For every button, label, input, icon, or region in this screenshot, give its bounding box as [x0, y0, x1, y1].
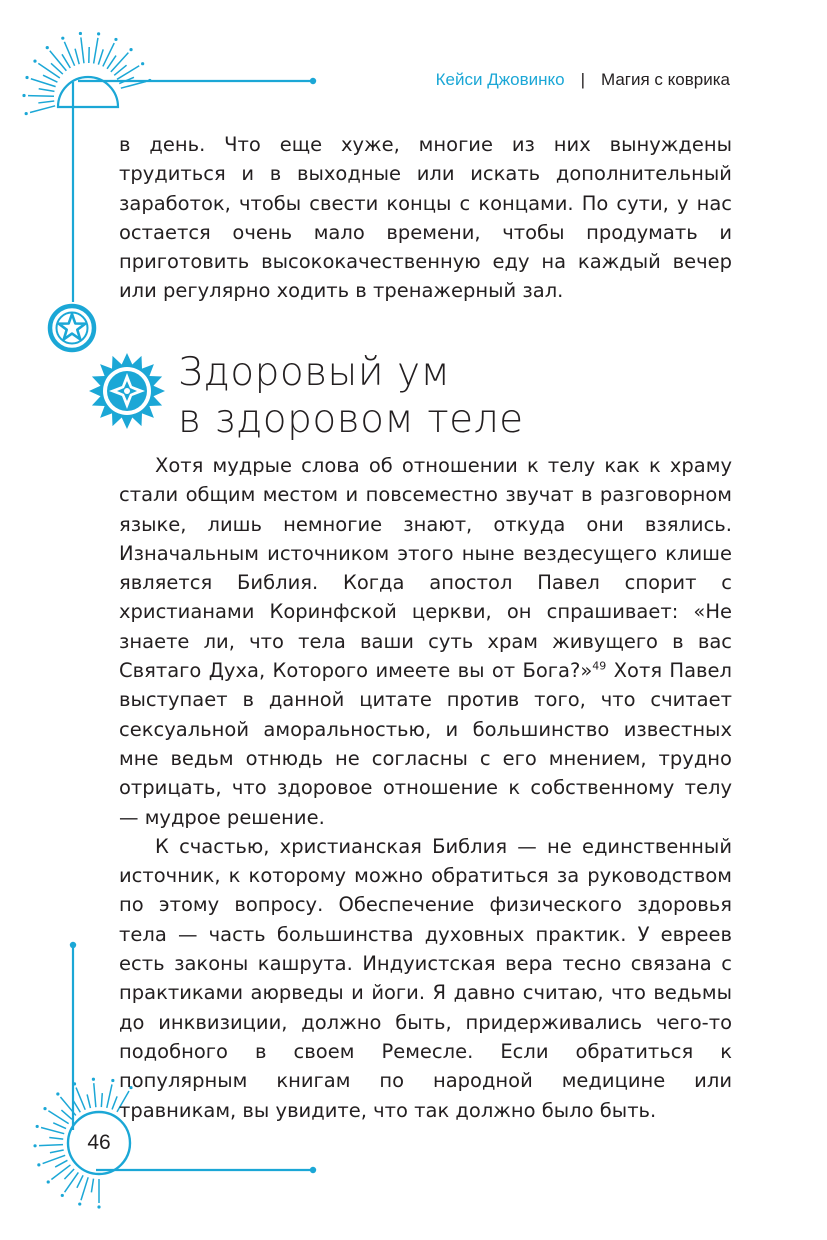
paragraph-1-text-b: Хотя Павел выступает в данной цитате против того, что считает сексуальной аморальностью, и большинство известных мне ведьм отнюдь не согласны с его мнением, трудно отрицать, что здоровое отношение к собственному телу — мудрое решение.	[119, 659, 732, 829]
running-head-author: Кейси Джовинко	[435, 70, 565, 89]
paragraph-1	[119, 451, 732, 832]
continued-paragraph: в день. Что еще хуже, многие из них вынуждены трудиться и в выходные или искать дополнительный заработок, чтобы свести концы с концами. По сути, у нас остается очень мало времени, чтобы продумать и приготовить высококачественную еду на каждый вечер или регулярно ходить в тренажерный зал.	[119, 133, 732, 303]
running-head-book-title: Магия с коврика	[601, 70, 730, 89]
continued-paragraph-block	[119, 130, 732, 306]
section-heading-line-1: Здоровый ум	[178, 350, 451, 395]
section-body	[119, 451, 732, 1125]
paragraph-1-text-a: Хотя мудрые слова об отношении к телу как к храму стали общим местом и повсеместно звучат в разговорном языке, лишь немногие знают, откуда они взялись. Изначальным источником этого ныне вездесущего клише является Библия. Когда апостол Павел спорит с христианами Коринфской церкви, он спрашивает: «Не знаете ли, что тела ваши суть храм живущего в вас Святаго Духа, Которого имеете вы от Бога?»	[119, 454, 732, 683]
pentacle-icon	[50, 306, 94, 350]
section-heading	[178, 349, 524, 443]
compass-star-icon	[89, 353, 165, 429]
footnote-marker: 49	[592, 659, 607, 673]
footer-rule-end-dot	[310, 1167, 316, 1173]
section-heading-line-2: в здоровом теле	[178, 397, 524, 442]
left-rule-top-dot	[70, 942, 76, 948]
page-number: 46	[87, 1131, 111, 1154]
header-rule-end-dot	[310, 78, 316, 84]
paragraph-2: К счастью, христианская Библия — не единственный источник, к которому можно обратиться за руководством по этому вопросу. Обеспечение физического здоровья тела — часть большинства духовных практик. У евреев есть законы кашрута. Индуистская вера тесно связана с практиками аюрведы и йоги. Я давно считаю, что ведьмы до инквизиции, должно быть, придерживались чего-то подобного в своем Ремесле. Если обратиться к популярным книгам по народной медицине или травникам, вы увидите, что так должно было быть.	[119, 834, 732, 1122]
running-head	[436, 70, 730, 90]
running-head-separator: |	[580, 70, 585, 89]
sun-ornament-icon	[22, 32, 151, 115]
